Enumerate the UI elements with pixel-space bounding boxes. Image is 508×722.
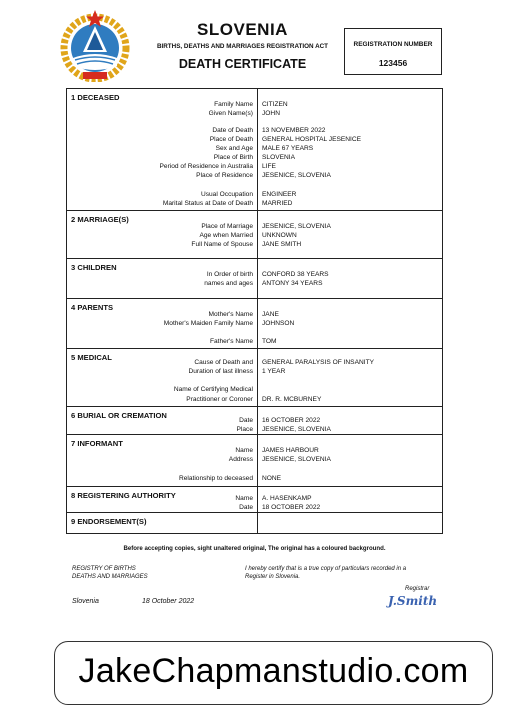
registration-number-label: REGISTRATION NUMBER: [353, 41, 433, 48]
field-label: Mother's Maiden Family Name: [163, 320, 253, 327]
field-value: 18 OCTOBER 2022: [262, 504, 321, 511]
field-value: SLOVENIA: [262, 154, 295, 161]
field-label: Address: [228, 456, 253, 463]
copy-notice: Before accepting copies, sight unaltered original, The original has a coloured background.: [123, 545, 386, 552]
section-deceased: [67, 89, 442, 211]
field-label: Duration of last illness: [188, 368, 253, 375]
registrar-label: Registrar: [405, 586, 430, 592]
field-label: Name: [235, 495, 253, 502]
field-value: LIFE: [262, 163, 276, 170]
field-value: MARRIED: [262, 200, 293, 207]
field-value: CITIZEN: [262, 101, 288, 108]
field-value: JOHN: [262, 110, 280, 117]
section-title: 9 ENDORSEMENT(S): [71, 517, 147, 526]
field-label: Given Name(s): [208, 110, 253, 117]
field-value: GENERAL PARALYSIS OF INSANITY: [262, 359, 374, 366]
field-label: Practitioner or Coroner: [186, 396, 253, 403]
field-value: MALE 67 YEARS: [262, 145, 314, 152]
section-children: [67, 259, 442, 299]
column-divider: [257, 513, 258, 533]
field-value: JESENICE, SLOVENIA: [262, 456, 331, 463]
section-marriage: [67, 211, 442, 259]
field-label: Family Name: [214, 101, 253, 108]
field-value: NONE: [262, 475, 282, 482]
column-divider: [257, 211, 258, 258]
field-value: A. HASENKAMP: [262, 495, 312, 502]
field-label: Cause of Death and: [194, 359, 253, 366]
certification-line: I hereby certify that is a true copy of particulars recorded in a: [245, 566, 407, 572]
section-title: 4 PARENTS: [71, 303, 114, 312]
field-label: Place of Death: [209, 136, 253, 143]
field-label: Name: [235, 447, 253, 454]
field-value: ANTONY 34 YEARS: [262, 280, 323, 287]
field-value: CONFORD 38 YEARS: [262, 271, 329, 278]
watermark-text: JakeChapmanstudio.com: [78, 652, 469, 690]
issue-place: Slovenia: [72, 598, 99, 605]
field-label: Relationship to deceased: [178, 475, 253, 482]
field-value: TOM: [262, 338, 277, 345]
field-label: Sex and Age: [215, 145, 253, 152]
field-value: JOHNSON: [262, 320, 295, 327]
section-title: 7 INFORMANT: [71, 439, 123, 448]
registration-number-value: 123456: [378, 58, 408, 68]
watermark-banner: [54, 641, 493, 705]
field-label: Mother's Name: [208, 311, 253, 318]
section-informant: [67, 435, 442, 487]
field-label: Father's Name: [209, 338, 253, 345]
field-label: Age when Married: [199, 232, 253, 239]
field-value: 1 YEAR: [262, 368, 286, 375]
field-label: Place: [236, 426, 253, 433]
field-label: Full Name of Spouse: [191, 241, 253, 248]
field-value: JANE SMITH: [262, 241, 302, 248]
section-endorsement: [67, 513, 442, 533]
section-burial: [67, 407, 442, 435]
certification-line: Register in Slovenia.: [245, 574, 301, 580]
registry-line: DEATHS AND MARRIAGES: [72, 574, 148, 580]
registration-act: BIRTHS, DEATHS AND MARRIAGES REGISTRATION ACT: [156, 43, 329, 50]
field-label: names and ages: [204, 280, 253, 287]
section-title: 2 MARRIAGE(S): [71, 215, 129, 224]
column-divider: [257, 349, 258, 406]
field-value: GENERAL HOSPITAL JESENICE: [262, 136, 362, 143]
column-divider: [257, 299, 258, 348]
section-title: 3 CHILDREN: [71, 263, 117, 272]
section-medical: [67, 349, 442, 407]
coat-of-arms-emblem: [55, 8, 135, 82]
field-value: JESENICE, SLOVENIA: [262, 426, 331, 433]
column-divider: [257, 89, 258, 210]
field-label: Place of Birth: [213, 154, 253, 161]
certification-statement: [245, 565, 445, 581]
field-value: 16 OCTOBER 2022: [262, 417, 321, 424]
section-parents: [67, 299, 442, 349]
field-value: ENGINEER: [262, 191, 297, 198]
field-label: Usual Occupation: [200, 191, 253, 198]
section-title: 8 REGISTERING AUTHORITY: [71, 491, 176, 500]
field-label: Period of Residence in Australia: [159, 163, 253, 170]
column-divider: [257, 487, 258, 512]
registration-number-box: [344, 28, 442, 75]
column-divider: [257, 435, 258, 486]
field-label: Marital Status at Date of Death: [162, 200, 253, 207]
field-value: UNKNOWN: [262, 232, 297, 239]
issue-date: 18 October 2022: [142, 598, 195, 605]
section-title: 5 MEDICAL: [71, 353, 112, 362]
registry-line: REGISTRY OF BIRTHS: [72, 566, 136, 572]
section-registering-authority: [67, 487, 442, 513]
section-title: 6 BURIAL OR CREMATION: [71, 411, 167, 420]
field-value: JESENICE, SLOVENIA: [262, 172, 331, 179]
section-title: 1 DECEASED: [71, 93, 120, 102]
certificate-form: [66, 88, 443, 534]
field-label: Name of Certifying Medical: [173, 386, 253, 393]
registrar-signature: J.Smith: [388, 594, 438, 608]
country-heading: SLOVENIA: [197, 20, 288, 39]
field-value: JESENICE, SLOVENIA: [262, 223, 331, 230]
registry-name: [72, 565, 148, 581]
field-value: JANE: [262, 311, 279, 318]
field-label: In Order of birth: [206, 271, 253, 278]
field-value: 13 NOVEMBER 2022: [262, 127, 326, 134]
column-divider: [257, 259, 258, 298]
field-label: Date: [239, 417, 253, 424]
document-title: DEATH CERTIFICATE: [178, 57, 307, 71]
column-divider: [257, 407, 258, 434]
field-label: Place of Residence: [196, 172, 253, 179]
field-label: Date: [239, 504, 253, 511]
field-label: Date of Death: [212, 127, 253, 134]
field-label: Place of Marriage: [201, 223, 253, 230]
field-value: JAMES HARBOUR: [262, 447, 319, 454]
field-value: DR. R. MCBURNEY: [262, 396, 322, 403]
